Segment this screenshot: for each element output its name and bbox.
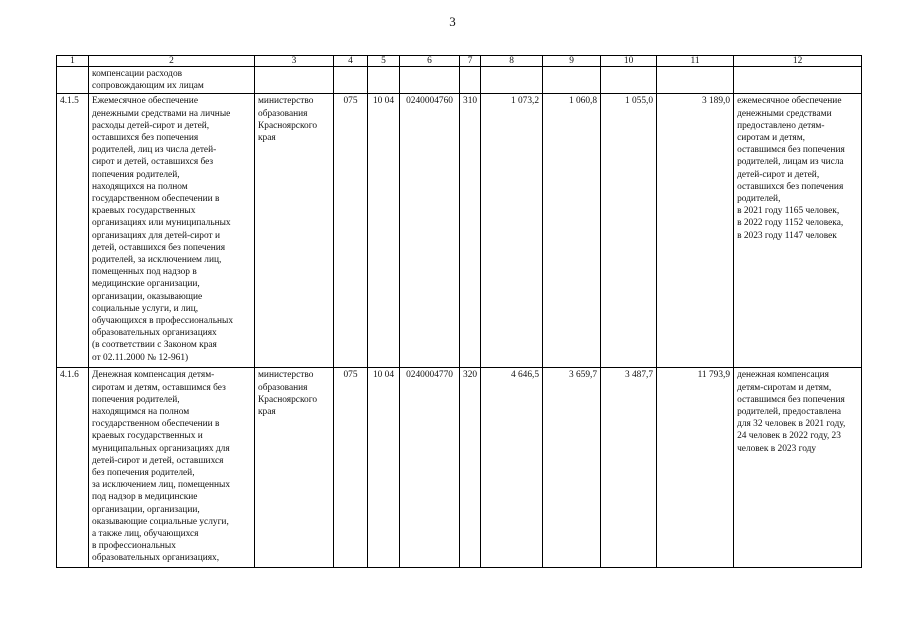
csr-code: 0240004770 [400,368,460,568]
rzpr-code: 10 04 [368,368,400,568]
grbs-code: 075 [334,94,368,368]
header-cell: 12 [734,56,862,67]
header-cell: 11 [657,56,734,67]
header-cell: 10 [601,56,657,67]
row-code: 4.1.5 [57,94,89,368]
value-2022: 3 659,7 [543,368,601,568]
csr-code: 0240004760 [400,94,460,368]
executor: министерство образования Красноярского края [255,368,334,568]
expected-result: денежная компенсация детям-сиротам и детям, оставшимся без попечения родителей, предоставлена для 32 человек в 2021 году, 24 человек в 2022 году, 23 человек в 2023 году [734,368,862,568]
header-cell: 4 [334,56,368,67]
program-table [56,55,862,568]
measure-name: Ежемесячное обеспечение денежными средствами на личные расходы детей-сирот и детей, оставшихся без попечения родителей, лиц из числа детей- сирот и детей, оставшихся без попечения родителей, находящихся на полном государственном обеспечении в краевых государственных организациях или муниципальных организациях для детей-сирот и детей, оставшихся без попечения родителей, за исключением лиц, помещенных под надзор в медицинские организации, организации, оказывающие социальные услуги, и лиц, обучающихся в профессиональных образовательных организациях (в соответствии с Законом края от 02.11.2000 № 12-961) [89,94,255,368]
grbs-code: 075 [334,368,368,568]
measure-name: компенсации расходов сопровождающим их лицам [89,67,255,94]
header-cell: 8 [481,56,543,67]
row-code: 4.1.6 [57,368,89,568]
header-cell: 2 [89,56,255,67]
measure-name: Денежная компенсация детям- сиротам и детям, оставшимся без попечения родителей, находящимся на полном государственном обеспечении в краевых государственных и муниципальных организациях для детей-сирот и детей, оставшихся без попечения родителей, за исключением лиц, помещенных под надзор в медицинские организации, организации, оказывающие социальные услуги, а также лиц, обучающихся в профессиональных образовательных организациях, [89,368,255,568]
value-2022: 1 060,8 [543,94,601,368]
rzpr-code: 10 04 [368,94,400,368]
header-cell: 3 [255,56,334,67]
executor: министерство образования Красноярского края [255,94,334,368]
header-cell: 5 [368,56,400,67]
header-cell: 7 [460,56,481,67]
header-cell: 6 [400,56,460,67]
value-2021: 1 073,2 [481,94,543,368]
header-row [57,56,862,67]
table-row-4-1-5 [57,94,862,368]
table-row-continuation [57,67,862,94]
table-row-4-1-6 [57,368,862,568]
vr-code: 320 [460,368,481,568]
page-number: 3 [449,14,456,29]
value-2023: 3 487,7 [601,368,657,568]
header-cell: 9 [543,56,601,67]
expected-result: ежемесячное обеспечение денежными средствами предоставлено детям- сиротам и детям, оставшимся без попечения родителей, лицам из числа детей-сирот и детей, оставшихся без попечения родителей, в 2021 году 1165 человек, в 2022 году 1152 человека, в 2023 году 1147 человек [734,94,862,368]
value-2021: 4 646,5 [481,368,543,568]
header-cell: 1 [57,56,89,67]
value-total: 11 793,9 [657,368,734,568]
value-2023: 1 055,0 [601,94,657,368]
vr-code: 310 [460,94,481,368]
value-total: 3 189,0 [657,94,734,368]
